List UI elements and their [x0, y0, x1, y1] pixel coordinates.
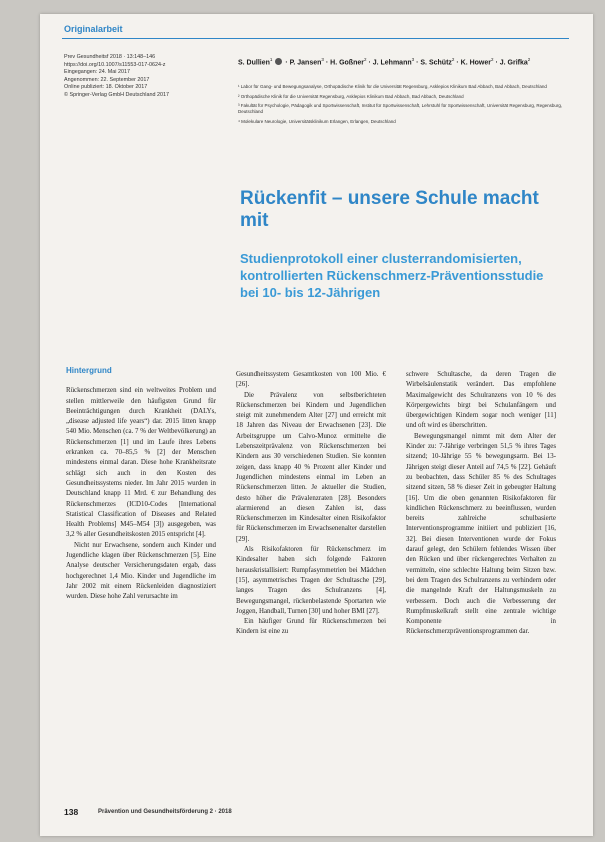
affiliations — [238, 84, 568, 129]
author-name: J. Grifka — [499, 59, 528, 67]
affiliation: ¹ Labor für Gang- und Bewegungsanalyse, Orthopädische Klinik für die Universität Regensburg, Asklepios Klinikum Bad Abbach, Bad Abbach, Deutschland — [238, 84, 547, 89]
paragraph: schwere Schultasche, da deren Tragen die Wirbelsäulenstatik verändert. Das empfohlene Maximalgewicht des Schulranzens von 10 % des Körpergewichts birgt bei Schulanfängern und übergewichtigen Kindern sogar noch weniger [11] und oft wird es überschritten. — [406, 371, 556, 430]
article-title: Rückenfit – unsere Schule macht mit — [240, 188, 539, 231]
paragraph: Ein häufiger Grund für Rückenschmerzen bei Kindern ist eine zu — [236, 618, 386, 636]
page-number: 138 — [64, 807, 79, 817]
section-heading: Hintergrund — [66, 366, 112, 375]
orcid-icon[interactable] — [275, 58, 282, 65]
author-affil-ref: 2 — [491, 57, 494, 62]
body-column-3 — [406, 370, 556, 638]
paragraph: Rückenschmerzen sind ein weltweites Problem und stellen mittlerweile den häufigsten Grund für Beeinträchtigungen durch Krankheit (DALYs, „disease adjusted life years“) dar. 2015 litten knapp 540 Mio. Menschen (ca. 7 % der Weltbevölkerung) an Rückenschmerzen [1] und im Laufe ihres Lebens erkranken ca. 70–85,5 % [2] der Menschen mindestens einmal daran. Diese hohe Krankheitsrate schlägt sich auch in den Kosten des Gesundheitssystems nieder. Im Jahr 2015 wurden in Deutschland knapp 11 Mrd. € zur Behandlung des Rückenschmerzes (ICD10-Codes [International Statistical Classification of Diseases and Related Health Problems] M45–M54 [3]) ausgegeben, was 3,2 % aller Gesundheitskosten 2015 entspricht [4]. — [66, 387, 216, 539]
author-name: K. Hower — [460, 59, 491, 67]
author-name: P. Jansen — [289, 59, 322, 67]
author-name: S. Schütz — [420, 59, 452, 67]
paragraph: Nicht nur Erwachsene, sondern auch Kinder und Jugendliche klagen über Rückenschmerzen [5]. Eine Analyse deutscher Versicherungsdaten ergab, dass hochgerechnet 1,4 Mio. Kinder und Jugendliche im Jahr 2002 mit einem Rückenleiden diagnostiziert wurden. Diese hohe Zahl verursachte im — [66, 541, 216, 601]
author-affil-ref: 3 — [321, 57, 324, 62]
journal-footer: Prävention und Gesundheitsförderung 2 · 2018 — [98, 809, 232, 815]
author-name: J. Lehmann — [372, 59, 412, 67]
section-tag: Originalarbeit — [64, 24, 123, 34]
affiliation: ² Orthopädische Klinik für die Universität Regensburg, Asklepios Klinikum Bad Abbach, Bad Abbach, Deutschland — [238, 93, 464, 99]
paragraph: Bewegungsmangel nimmt mit dem Alter der Kinder zu: 7-Jährige verbringen 51,5 % ihres Tages sitzend; 10-Jährige 55 % bewegungsarm. Bei 13-Jährigen steigt dieser Anteil auf 74,5 % [22]. Gehäuft zu beobachten, dass Schüler 85 % des Schultages sitzend sitzen, 58 % dieser Zeit in gebeugter Haltung [16]. Um die oben genannten Risikofaktoren für kindlichen Rückenschmerz zu beeinflussen, wurden bereits zahlreiche schulbasierte Interventionsprogramme initiiert und publiziert [16, 32]. Bei diesen Interventionen wurde der Fokus darauf gelegt, den Schülern fehlendes Wissen über den Rücken und über rückengerechtes Verhalten zu vermitteln, eine schlechte Haltung beim Sitzen bzw. bei dem Tragen des Schulranzens zu verhindern oder die mangelnde Kraft der Haltungsmuskeln zu verbessern. Doch auch die Verbesserung der Rumpfmuskelkraft stellt eine zentrale wichtige Komponente in Rückenschmerzpräventionsprogrammen dar. — [406, 432, 556, 636]
author-affil-ref: 2 — [527, 57, 531, 62]
author-affil-ref: 3 — [411, 57, 415, 62]
author-name: S. Dullien — [238, 59, 270, 67]
meta-line: Prev Gesundheitsf 2018 · 13:148–146 — [64, 54, 156, 60]
author-affil-ref: 2 — [363, 57, 367, 62]
author-affil-ref: 1 — [269, 57, 273, 62]
meta-line: Eingegangen: 24. Mai 2017 — [64, 69, 130, 76]
meta-line: Angenommen: 22. September 2017 — [64, 76, 150, 83]
affiliation: ³ Fakultät für Psychologie, Pädagogik und Sportwissenschaft, Institut für Sportwissenschaft, Lehrstuhl für Sportwissenschaft, Universität Regensburg, Regensburg, Deutschland — [238, 103, 563, 115]
meta-line: Online publiziert: 18. Oktober 2017 — [64, 84, 148, 91]
author-list: S. Dullien$^1$ · P. Jansen$^3$ · H. Goßner$^2$ · J. Lehmann$^3$ · S. Schütz$^2$ · K. Hower$^2$ · J. Grifka$^2$ — [238, 57, 531, 67]
journal-page — [40, 14, 593, 836]
body-column-1 — [66, 366, 216, 603]
paragraph: Als Risikofaktoren für Rückenschmerz im Kindesalter haben sich folgende Faktoren herauskristallisiert: Rumpfasymmetrien bei Mädchen [15], asymmetrisches Tragen der Schultasche [29], langes Tragen des Schulranzens [4], Bewegungsmangel, rückenbelastende Sportarten wie Joggen, Handball, Turnen [30] und hoher BMI [27]. — [236, 546, 386, 615]
body-column-2 — [236, 370, 386, 638]
section-rule — [62, 38, 569, 39]
paragraph: Die Prävalenz von selbstberichteten Rückenschmerzen bei Kindern und Jugendlichen steigt mit zunehmendem Alter [27] und erreicht mit 18 Jahren das Niveau der Erwachsenen [23]. Die Arbeitsgruppe um Calvo-Munoz ermittelte die Lebenszeitprävalenz von Rückenschmerzen bei Kindern aus 30 verschiedenen Studien. Sie konnten zeigen, dass knapp 40 % Prozent aller Kinder und Jugendlichen mindestens einmal im Leben an Rückenschmerzen litten. Je aktueller die Studien, desto höher die Prävalenzraten [28]. Besonders alarmierend an diesen Zahlen ist, dass Rückenschmerzen im Kindesalter einen Risikofaktor für Rückenschmerzen im Erwachsenenalter darstellen [29]. — [236, 391, 386, 543]
article-subtitle: Studienprotokoll einer clusterrandomisierten, kontrollierten Rückenschmerz-Präventionsstudie bei 10- bis 12-Jährigen — [240, 251, 544, 300]
affiliation: ⁴ Molekulare Neurologie, Universitätsklinikum Erlangen, Erlangen, Deutschland — [238, 118, 396, 124]
author-name: H. Goßner — [330, 59, 364, 67]
meta-line: https://doi.org/10.1007/s11553-017-0624-z — [64, 61, 166, 68]
meta-line: © Springer-Verlag GmbH Deutschland 2017 — [64, 91, 169, 98]
paragraph: Gesundheitssystem Gesamtkosten von 100 Mio. € [26]. — [236, 371, 386, 389]
author-affil-ref: 2 — [451, 57, 455, 62]
article-meta — [64, 54, 244, 100]
